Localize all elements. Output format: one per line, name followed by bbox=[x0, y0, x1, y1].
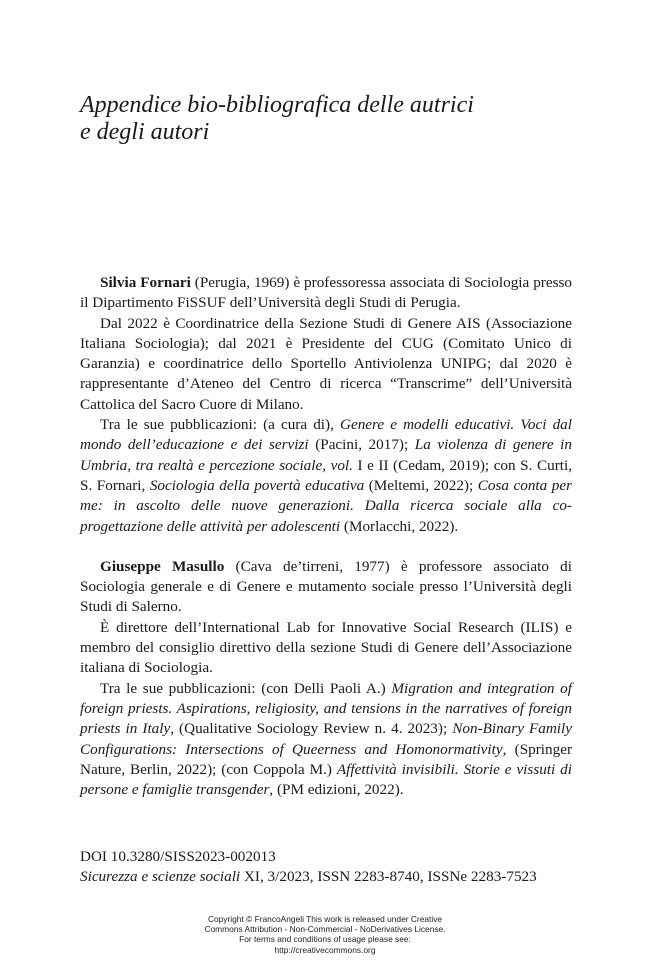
bio-paragraph bbox=[80, 679, 572, 801]
bio-paragraph bbox=[80, 557, 572, 618]
publication-title: Cosa conta per me: in ascolto delle nuove generazioni. Dalla ricerca sociale alla co-progettazione delle attività per adolescenti bbox=[80, 476, 573, 535]
page-title bbox=[80, 92, 474, 146]
bio-text: È direttore dell’International Lab for Innovative Social Research (ILIS) e membro del consiglio direttivo della sezione Studi di Genere dell’Associazione italiana di Sociologia. bbox=[80, 618, 572, 677]
bio-paragraph bbox=[80, 314, 572, 415]
bio-text: Dal 2022 è Coordinatrice della Sezione Studi di Genere AIS (Associazione Italiana Sociologia); dal 2021 è Presidente del CUG (Comitato Unico di Garanzia) e coordinatrice dello Sportello Antiviolenza UNIPG; dal 2020 è rappresentante d’Ateneo del Centro di ricerca “Transcrime” dell’Università Cattolica del Sacro Cuore di Milano. bbox=[80, 314, 572, 413]
bio-text: (Meltemi, 2022); bbox=[364, 476, 478, 494]
license-line: Commons Attribution - Non-Commercial - NoDerivatives License. bbox=[204, 924, 446, 935]
bio-text: (Perugia, 1969) è professoressa associata di Sociologia presso il Dipartimento FiSSUF dell’Università degli Studi di Perugia. bbox=[80, 274, 573, 312]
author-name: Giuseppe Masullo bbox=[100, 557, 225, 575]
author-bios bbox=[80, 273, 572, 820]
bio-text: (Cava de’tirreni, 1977) è professore associato di Sociologia generale e di Genere e mutamento sociale presso l’Università degli Studi di Salerno. bbox=[80, 557, 572, 616]
doi-line: DOI 10.3280/SISS2023-002013 bbox=[80, 848, 276, 865]
bio-text: Tra le sue pubblicazioni: (con Delli Paoli A.) bbox=[100, 679, 392, 697]
publication-title: Genere e modelli educativi. Voci dal mondo dell’educazione e dei servizi bbox=[80, 416, 572, 454]
publication-title: La violenza di genere in Umbria, tra realtà e percezione sociale, vol. bbox=[80, 436, 572, 474]
license-line: For terms and conditions of usage please see: bbox=[239, 934, 411, 945]
publication-title: Migration and integration of foreign priests. Aspirations, religiosity, and tensions in the narratives of foreign priests in Italy bbox=[80, 679, 572, 738]
bio-paragraph bbox=[80, 415, 572, 537]
bio-paragraph bbox=[80, 618, 572, 679]
author-entry bbox=[80, 557, 572, 801]
license-link[interactable]: http://creativecommons.org bbox=[274, 944, 376, 955]
bio-text: (Pacini, 2017); bbox=[308, 436, 415, 454]
bio-text: , (PM edizioni, 2022). bbox=[269, 781, 404, 799]
bio-text: Tra le sue pubblicazioni: (a cura di), bbox=[100, 416, 340, 434]
publication-title: Affettività invisibili. Storie e vissuti di persone e famiglie transgender bbox=[80, 760, 572, 799]
bio-text: , (Springer Nature, Berlin, 2022); (con Coppola M.) bbox=[80, 740, 572, 778]
publication-title: Non-Binary Family Configurations: Intersections of Queerness and Homonormativity bbox=[80, 720, 572, 758]
license-notice bbox=[150, 914, 500, 955]
journal-issue: XI, 3/2023, ISSN 2283-8740, ISSNe 2283-7523 bbox=[240, 868, 537, 885]
doi-block bbox=[80, 847, 580, 887]
bio-text: I e II (Cedam, 2019); con S. Curti, S. Fornari, bbox=[80, 456, 572, 494]
author-name: Silvia Fornari bbox=[100, 274, 191, 291]
bio-text: , (Qualitative Sociology Review n. 4. 2023); bbox=[170, 720, 453, 738]
author-entry bbox=[80, 273, 572, 537]
publication-title: Sociologia della povertà educativa bbox=[149, 476, 365, 494]
journal-name: Sicurezza e scienze sociali bbox=[80, 868, 241, 885]
license-line: Copyright © FrancoAngeli This work is released under Creative bbox=[207, 914, 443, 924]
title-line-1: Appendice bio-bibliografica delle autrici bbox=[80, 92, 474, 118]
bio-text: (Morlacchi, 2022). bbox=[340, 517, 459, 535]
bio-paragraph bbox=[80, 273, 572, 314]
title-line-2: e degli autori bbox=[80, 119, 210, 145]
journal-line bbox=[80, 867, 580, 887]
